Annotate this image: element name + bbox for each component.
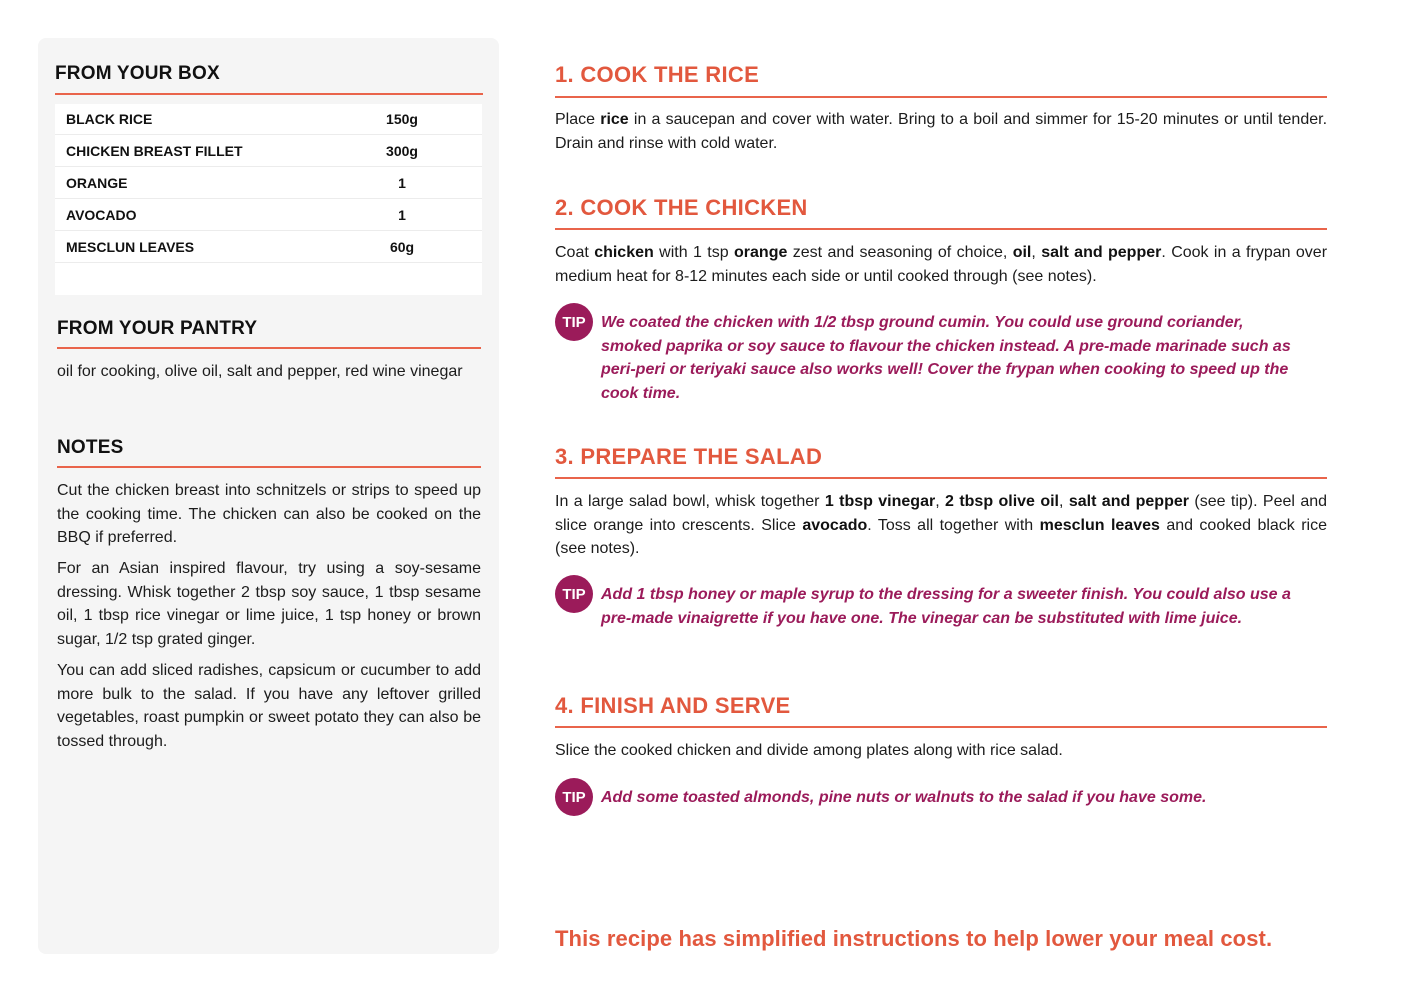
notes-title-rule (57, 466, 481, 468)
ingredient-highlight: 1 tbsp vinegar (824, 493, 936, 510)
ingredient-highlight: avocado (802, 516, 868, 534)
ingredient-name: ORANGE (66, 175, 128, 191)
pantry-title: FROM YOUR PANTRY (57, 318, 258, 339)
tip-badge: TIP (555, 575, 593, 613)
ingredient-qty: 1 (398, 207, 406, 223)
ingredient-highlight: orange (734, 244, 788, 261)
tip-badge: TIP (555, 778, 593, 816)
step-text: Place rice in a saucepan and cover with water. Bring to a boil and simmer for 15-20 minutes or until tender. Drain and rinse with cold water. (555, 111, 1328, 152)
pantry-title-rule (57, 347, 481, 349)
ingredient-qty: 1 (398, 175, 406, 191)
ingredient-qty: 300g (386, 143, 418, 159)
step-rule (555, 726, 1327, 728)
box-ingredients-table (55, 104, 482, 295)
tip-text: Add some toasted almonds, pine nuts or walnuts to the salad if you have some. (601, 789, 1207, 806)
ingredient-highlight: salt and pepper (1068, 493, 1189, 510)
ingredient-row (55, 232, 482, 263)
ingredient-name: AVOCADO (66, 207, 137, 223)
ingredient-name: MESCLUN LEAVES (66, 239, 195, 255)
step-rule (555, 228, 1327, 230)
ingredient-highlight: chicken (594, 244, 654, 261)
notes-paragraph: For an Asian inspired flavour, try using a soy-sesame dressing. Whisk together 2 tbsp soy sauce, 1 tbsp sesame oil, 1 tbsp rice vinegar or lime juice, 1 tsp honey or brown sugar, 1/2 tsp grated ginger. (57, 560, 481, 648)
footer-note: This recipe has simplified instructions to help lower your meal cost. (555, 926, 1273, 951)
ingredient-highlight: salt and pepper (1041, 244, 1162, 261)
step-title: 2. COOK THE CHICKEN (555, 195, 808, 220)
tip-text: Add 1 tbsp honey or maple syrup to the dressing for a sweeter finish. You could also use a pre-made vinaigrette if you have one. The vinegar can be substituted with lime juice. (601, 586, 1291, 627)
ingredient-row (55, 136, 482, 167)
step-title: 1. COOK THE RICE (555, 62, 760, 87)
notes-paragraph: Cut the chicken breast into schnitzels or strips to speed up the cooking time. The chicken can also be cooked on the BBQ if preferred. (57, 482, 481, 546)
step-text: Slice the cooked chicken and divide among plates along with rice salad. (555, 742, 1063, 759)
step-text: Coat chicken with 1 tsp orange zest and seasoning of choice, oil, salt and pepper. Cook in a frypan over medium heat for 8-12 minutes each side or until cooked through (see notes). (555, 244, 1328, 285)
notes-title: NOTES (57, 437, 124, 458)
ingredient-row (55, 200, 482, 231)
box-title: FROM YOUR BOX (55, 63, 220, 84)
ingredient-row (55, 104, 482, 135)
tip-badge: TIP (555, 303, 593, 341)
ingredient-highlight: rice (600, 111, 629, 128)
tip-text: We coated the chicken with 1/2 tbsp ground cumin. You could use ground coriander, smoked paprika or soy sauce to flavour the chicken instead. A pre-made marinade such as peri-peri or teriyaki sauce also works well! Cover the frypan when cooking to speed up the cook time. (601, 314, 1291, 402)
ingredient-highlight: mesclun leaves (1039, 516, 1160, 534)
step-text: In a large salad bowl, whisk together 1 tbsp vinegar, 2 tbsp olive oil, salt and pepper (see tip). Peel and slice orange into crescents. Slice avocado. Toss all together with mesclun leaves and cooked black rice (see notes). (555, 493, 1328, 557)
step-title: 3. PREPARE THE SALAD (555, 444, 823, 469)
step-rule (555, 96, 1327, 98)
step-rule (555, 477, 1327, 479)
ingredient-qty: 150g (386, 111, 418, 127)
ingredient-highlight: oil (1012, 244, 1032, 261)
ingredient-name: CHICKEN BREAST FILLET (66, 143, 243, 159)
ingredient-name: BLACK RICE (66, 111, 153, 127)
notes-paragraph: You can add sliced radishes, capsicum or cucumber to add more bulk to the salad. If you have any leftover grilled vegetables, roast pumpkin or sweet potato they can also be tossed through. (57, 662, 481, 750)
step-title: 4. FINISH AND SERVE (555, 693, 791, 718)
pantry-text: oil for cooking, olive oil, salt and pepper, red wine vinegar (57, 363, 463, 380)
ingredient-highlight: 2 tbsp olive oil (945, 493, 1059, 510)
ingredient-row (55, 168, 482, 199)
ingredient-qty: 60g (389, 239, 415, 255)
box-title-rule (55, 93, 483, 95)
